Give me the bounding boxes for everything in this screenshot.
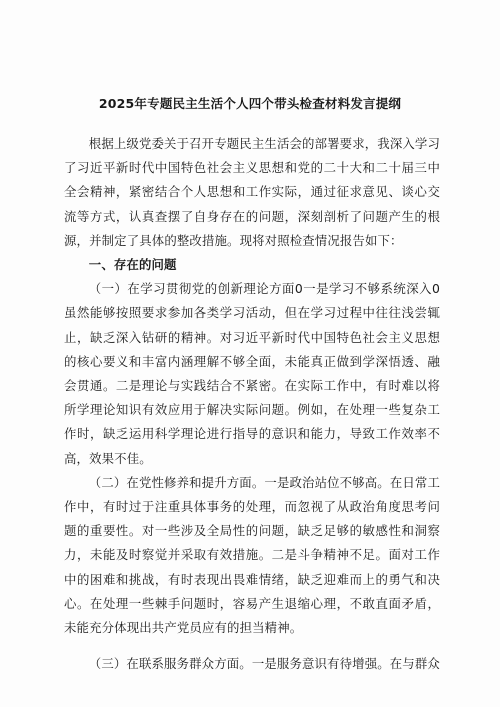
document-title: 2025年专题民主生活个人四个带头检查材料发言提纲 <box>98 96 402 111</box>
intro-paragraph: 根据上级党委关于召开专题民主生活会的部署要求，我深入学习了习近平新时代中国特色社会主义思想和党的二十大和二十届三中全会精神，紧密结合个人思想和工作实际，通过征求意见、谈心交流等方式，认真查摆了自身存在的问题，深刻剖析了问题产生的根源，并制定了具体的整改措施。现将对照检查情况报告如下： <box>64 136 440 248</box>
document-body <box>64 132 440 676</box>
paragraph-party-spirit: （二）在党性修养和提升方面。一是政治站位不够高。在日常工作中，有时过于注重具体事务的处理，而忽视了从政治角度思考问题的重要性。对一些涉及全局性的问题，缺乏足够的敏感性和洞察力，未能及时察觉并采取有效措施。二是斗争精神不足。面对工作中的困难和挑战，有时表现出畏难情绪，缺乏迎难而上的勇气和决心。在处理一些棘手问题时，容易产生退缩心理，不敢直面矛盾，未能充分体现出共产党员应有的担当精神。 <box>64 474 440 636</box>
paragraph-theory-study: （一）在学习贯彻党的创新理论方面0一是学习不够系统深入0虽然能够按照要求参加各类学习活动，但在学习过程中往往浅尝辄止，缺乏深入钻研的精神。对习近平新时代中国特色社会主义思想的核心要义和丰富内涵理解不够全面，未能真正做到学深悟透、融会贯通。二是理论与实践结合不紧密。在实际工作中，有时难以将所学理论知识有效应用于解决实际问题。例如，在处理一些复杂工作时，缺乏运用科学理论进行指导的意识和能力，导致工作效率不高，效果不佳。 <box>64 281 440 466</box>
paragraph-serving-masses: （三）在联系服务群众方面。一是服务意识有待增强。在与群众 <box>88 656 440 672</box>
section-heading-problems: 一、存在的问题 <box>88 257 177 273</box>
